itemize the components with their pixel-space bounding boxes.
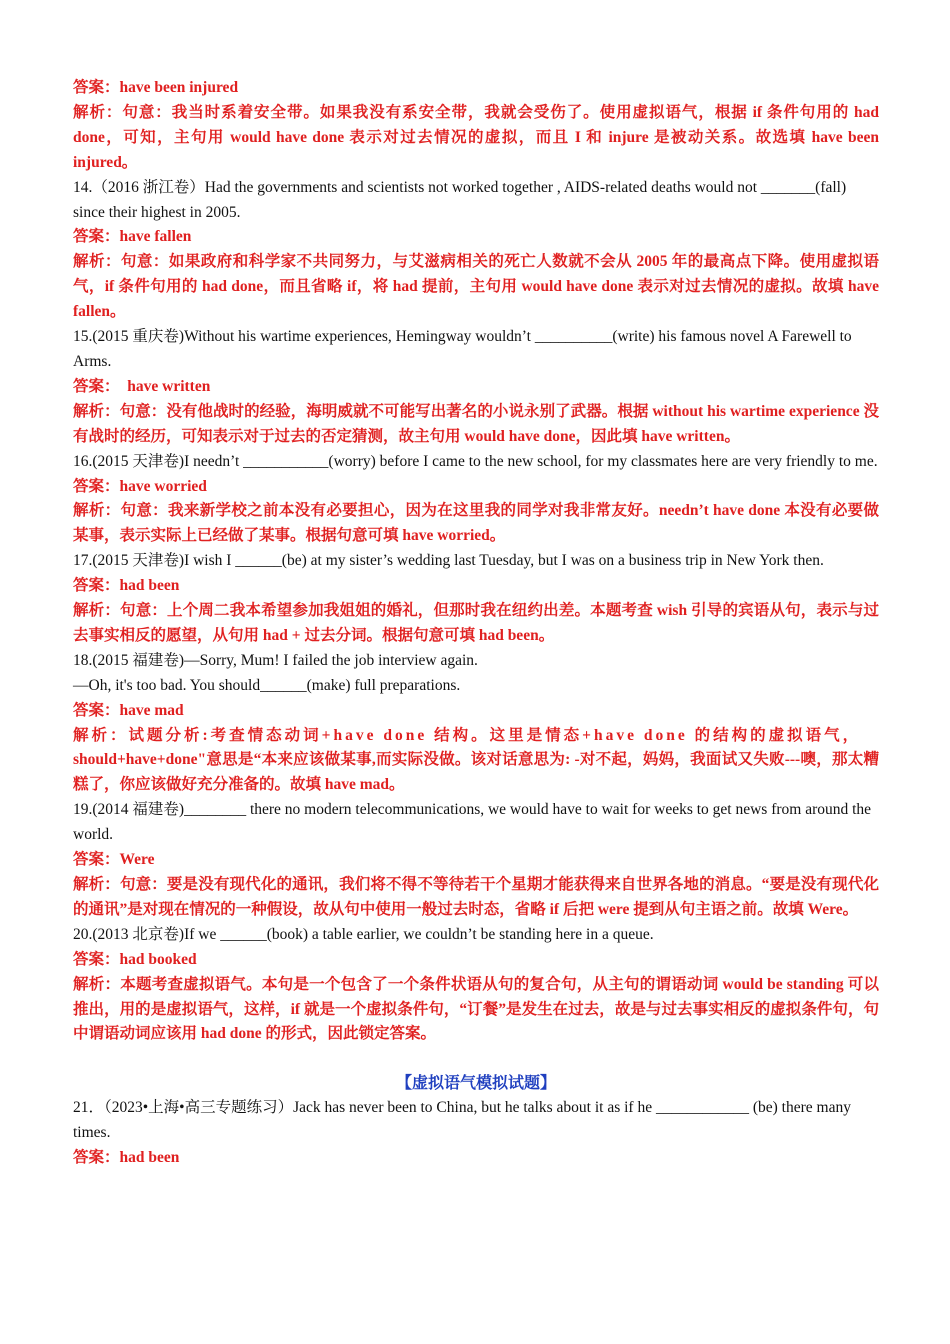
question-14: 14.（2016 浙江卷）Had the governments and scientists not worked together , AIDS-related deaths would not _______(fall) since their highest in 2005. — [73, 178, 847, 221]
answer-21: 答案：had been — [73, 1149, 180, 1167]
answer-16: 答案：have worried — [73, 477, 207, 495]
question-21: 21．（2023•上海•高三专题练习）Jack has never been to China, but he talks about it as if he ____________ (be) there many times. — [73, 1099, 851, 1142]
question-18: 18.(2015 福建卷)—Sorry, Mum! I failed the job interview again. — [73, 651, 478, 669]
analysis-18: should+have+done"意思是“本来应该做某事,而实际没做。该对话意思为: -对不起，妈妈，我面试又失败---噢，那太糟糕了，你应该做好充分准备的。故填 have mad。 — [73, 751, 879, 794]
analysis-18-line1: 解析：试题分析:考查情态动词+have done 结构。这里是情态+have done 的结构的虚拟语气， — [73, 726, 862, 744]
answer-18: 答案：have mad — [73, 701, 184, 719]
answer-19: 答案：Were — [73, 851, 155, 869]
analysis-15: 解析：句意：没有他战时的经验，海明威就不可能写出著名的小说永别了武器。根据 without his wartime experience 没有战时的经历，可知表示对于过去的否定猜测，故主句用 would have done，因此填 have written。 — [73, 402, 879, 445]
answer-20: 答案：had booked — [73, 950, 197, 968]
question-20: 20.(2013 北京卷)If we ______(book) a table earlier, we couldn’t be standing here in a queue. — [73, 925, 654, 943]
answer-13: 答案：have been injured — [73, 79, 239, 96]
analysis-14: 解析：句意：如果政府和科学家不共同努力，与艾滋病相关的死亡人数就不会从 2005 年的最高点下降。使用虚拟语气，if 条件句用的 had done，而且省略 if，将 had 提前，主句用 would have done 表示对过去情况的虚拟。故填 have fallen。 — [73, 253, 879, 321]
question-16: 16.(2015 天津卷)I needn’t ___________(worry) before I came to the new school, for my classmates here are very friendly to me. — [73, 452, 878, 470]
analysis-20: 解析：本题考查虚拟语气。本句是一个包含了一个条件状语从句的复合句，从主句的谓语动词 would be standing 可以推出，用的是虚拟语气，这样，if 就是一个虚拟条件句，“订餐”是发生在过去，故是与过去事实相反的虚拟条件句，句中谓语动词应该用 had done 的形式，因此锁定答案。 — [73, 975, 879, 1043]
question-17: 17.(2015 天津卷)I wish I ______(be) at my sister’s wedding last Tuesday, but I was on a business trip in New York then. — [73, 552, 824, 570]
answer-15: 答案： have written — [73, 377, 211, 395]
question-19: 19.(2014 福建卷)________ there no modern telecommunications, we would have to wait for weeks to get news from around the world. — [73, 801, 872, 844]
question-15: 15.(2015 重庆卷)Without his wartime experiences, Hemingway wouldn’t __________(write) his famous novel A Farewell to Arms. — [73, 328, 852, 370]
analysis-16: 解析：句意：我来新学校之前本没有必要担心，因为在这里我的同学对我非常友好。needn’t have done 本没有必要做某事，表示实际上已经做了某事。根据句意可填 have worried。 — [73, 502, 879, 545]
question-18-reply: —Oh, it's too bad. You should______(make) full preparations. — [73, 676, 461, 694]
answer-17: 答案：had been — [73, 577, 180, 595]
analysis-17: 解析：句意：上个周二我本希望参加我姐姐的婚礼，但那时我在纽约出差。本题考查 wish 引导的宾语从句，表示与过去事实相反的愿望，从句用 had + 过去分词。根据句意可填 had been。 — [73, 602, 879, 644]
answer-14: 答案：have fallen — [73, 228, 192, 246]
analysis-19: 解析：句意：要是没有现代化的通讯，我们将不得不等待若干个星期才能获得来自世界各地的消息。“要是没有现代化的通讯”是对现在情况的一种假设，故从句中使用一般过去时态，省略 if 后把 were 提到从句主语之前。故填 Were。 — [73, 876, 879, 918]
section-title: 【虚拟语气模拟试题】 — [395, 1073, 556, 1093]
document-page — [73, 76, 879, 1171]
analysis-13: 解析：句意：我当时系着安全带。如果我没有系安全带，我就会受伤了。使用虚拟语气，根据 if 条件句用的 had done，可知，主句用 would have done 表示对过去情况的虚拟，而且 I 和 injure 是被动关系。故选填 have been injured。 — [73, 103, 879, 171]
